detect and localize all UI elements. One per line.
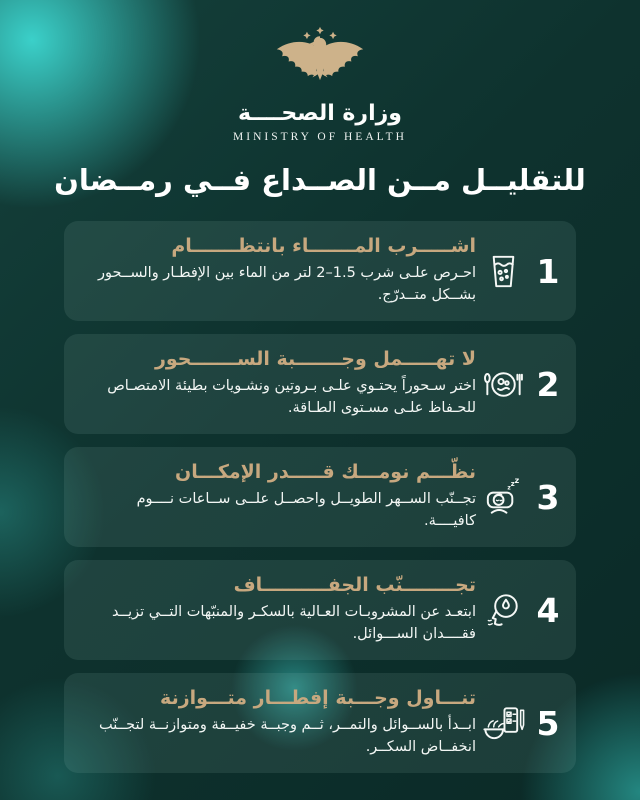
tip-title: اشـــــرب المـــــــاء بانتظـــــــام [171, 235, 476, 258]
tip-title: تنـــاول وجـــبة إفطـــار متـــوازنة [160, 687, 476, 710]
svg-text:z: z [510, 479, 515, 488]
meal-plate-icon [476, 361, 530, 408]
iftar-meal-icon [476, 700, 530, 747]
page-title: للتقليــل مــن الصــداع فــي رمــضان [54, 163, 586, 197]
ministry-name-english: MINISTRY OF HEALTH [233, 131, 407, 143]
tips-list [64, 221, 576, 773]
head-hydration-icon [476, 587, 530, 634]
ministry-header [0, 0, 640, 143]
tip-title: لا تهـــــمل وجـــــــبة الســـــــحور [154, 348, 476, 371]
tip-card-5 [64, 673, 576, 773]
ministry-name-arabic: وزارة الصحــــة [238, 101, 402, 126]
tip-card-2 [64, 334, 576, 434]
tip-card-3 [64, 447, 576, 547]
tip-title: تجــــــــنّب الجفــــــــــاف [233, 574, 476, 597]
sleep-icon [476, 474, 530, 521]
tip-description: ابتعـد عن المشروبـات العـالية بالسكـر والمنبّهات التــي تزيــد فقــــدان الســـوائل. [111, 604, 476, 642]
svg-text:z: z [514, 475, 519, 485]
tip-description: تجــنّب الســهر الطويــل واحصــل علــى ســاعات نــــوم كافيــــة. [136, 491, 476, 529]
tip-number: 5 [536, 703, 560, 743]
tip-description: اختر سـحوراً يحتـوي علـى بـروتين ونشـويات بطيئة الامتصـاص للحـفاظ علـى مسـتوى الطـاقة. [107, 378, 476, 416]
tip-number: 3 [536, 477, 560, 517]
tip-description: ابــدأ بالســوائل والتمــر، ثــم وجبــة خفيــفة ومتوازنــة لتجــنّب انخفــاض السكــر. [99, 717, 476, 755]
svg-text:z: z [506, 485, 511, 492]
water-glass-icon [476, 248, 530, 295]
tip-card-1 [64, 221, 576, 321]
tip-number: 1 [536, 251, 560, 291]
falcon-emblem-icon [0, 24, 640, 99]
tip-title: نظّـــم نومـــك قـــــدر الإمكـــان [175, 461, 476, 484]
tip-number: 4 [536, 590, 560, 630]
tip-card-4 [64, 560, 576, 660]
tip-description: احـرص علـى شرب 1.5–2 لتر من الماء بين الإفطـار والســحور بشــكل متــدرّج. [97, 265, 476, 303]
tip-number: 2 [536, 364, 560, 404]
